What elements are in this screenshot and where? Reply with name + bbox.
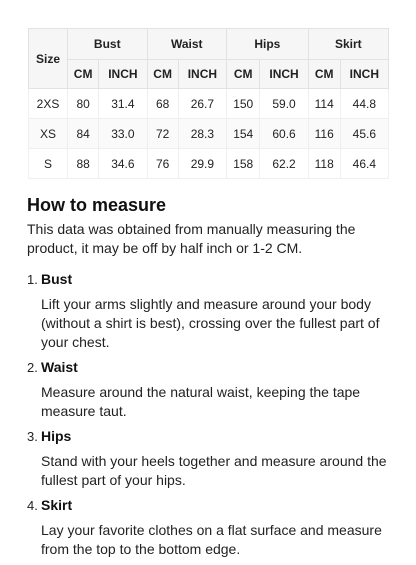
table-cell: 59.0 [260,89,308,119]
step-title: Hips [41,428,72,444]
unit-header: INCH [340,60,388,89]
table-cell: 31.4 [99,89,147,119]
unit-header: CM [147,60,178,89]
table-cell: 62.2 [260,149,308,179]
step-hips [27,427,397,490]
table-cell: 45.6 [340,119,388,149]
size-cell: XS [29,119,68,149]
table-cell: 28.3 [178,119,226,149]
step-number: 1. [27,272,38,287]
table-cell: 60.6 [260,119,308,149]
table-cell: 29.9 [178,149,226,179]
step-number: 4. [27,498,38,513]
step-title: Bust [41,271,73,287]
step-bust [27,270,397,352]
unit-header: CM [68,60,99,89]
how-to-measure-section [27,194,397,565]
skirt-group-header: Skirt [308,29,388,60]
hips-group-header: Hips [227,29,309,60]
step-title: Waist [41,359,78,375]
intro-text: This data was obtained from manually measuring the product, it may be off by half inch or 1-2 CM. [27,221,356,256]
table-cell: 46.4 [340,149,388,179]
table-cell: 34.6 [99,149,147,179]
step-description: Lay your favorite clothes on a flat surface and measure from the top to the bottom edge. [41,522,382,557]
table-cell: 84 [68,119,99,149]
measure-steps-list [27,270,397,559]
section-heading: How to measure [27,195,167,215]
table-cell: 80 [68,89,99,119]
unit-header: INCH [178,60,226,89]
step-description: Lift your arms slightly and measure around your body (without a shirt is best), crossing over the fullest part of your chest. [41,296,380,350]
table-cell: 76 [147,149,178,179]
table-cell: 33.0 [99,119,147,149]
table-cell: 72 [147,119,178,149]
table-cell: 88 [68,149,99,179]
size-cell: S [29,149,68,179]
table-cell: 68 [147,89,178,119]
unit-header: CM [308,60,340,89]
unit-header: CM [227,60,260,89]
table-unit-header-row [29,60,389,89]
step-title: Skirt [41,497,73,513]
step-skirt [27,496,397,559]
table-row [29,89,389,119]
step-description: Measure around the natural waist, keeping the tape measure taut. [41,384,361,419]
table-cell: 150 [227,89,260,119]
step-number: 3. [27,429,38,444]
table-cell: 114 [308,89,340,119]
table-row [29,149,389,179]
unit-header: INCH [260,60,308,89]
table-cell: 154 [227,119,260,149]
step-number: 2. [27,360,38,375]
waist-group-header: Waist [147,29,227,60]
table-cell: 158 [227,149,260,179]
table-cell: 44.8 [340,89,388,119]
bust-group-header: Bust [68,29,148,60]
unit-header: INCH [99,60,147,89]
size-chart-table [28,28,389,179]
table-row [29,119,389,149]
table-cell: 116 [308,119,340,149]
size-cell: 2XS [29,89,68,119]
step-waist [27,358,397,421]
size-column-header: Size [29,29,68,89]
table-cell: 26.7 [178,89,226,119]
table-cell: 118 [308,149,340,179]
step-description: Stand with your heels together and measure around the fullest part of your hips. [41,453,387,488]
table-group-header-row [29,29,389,60]
